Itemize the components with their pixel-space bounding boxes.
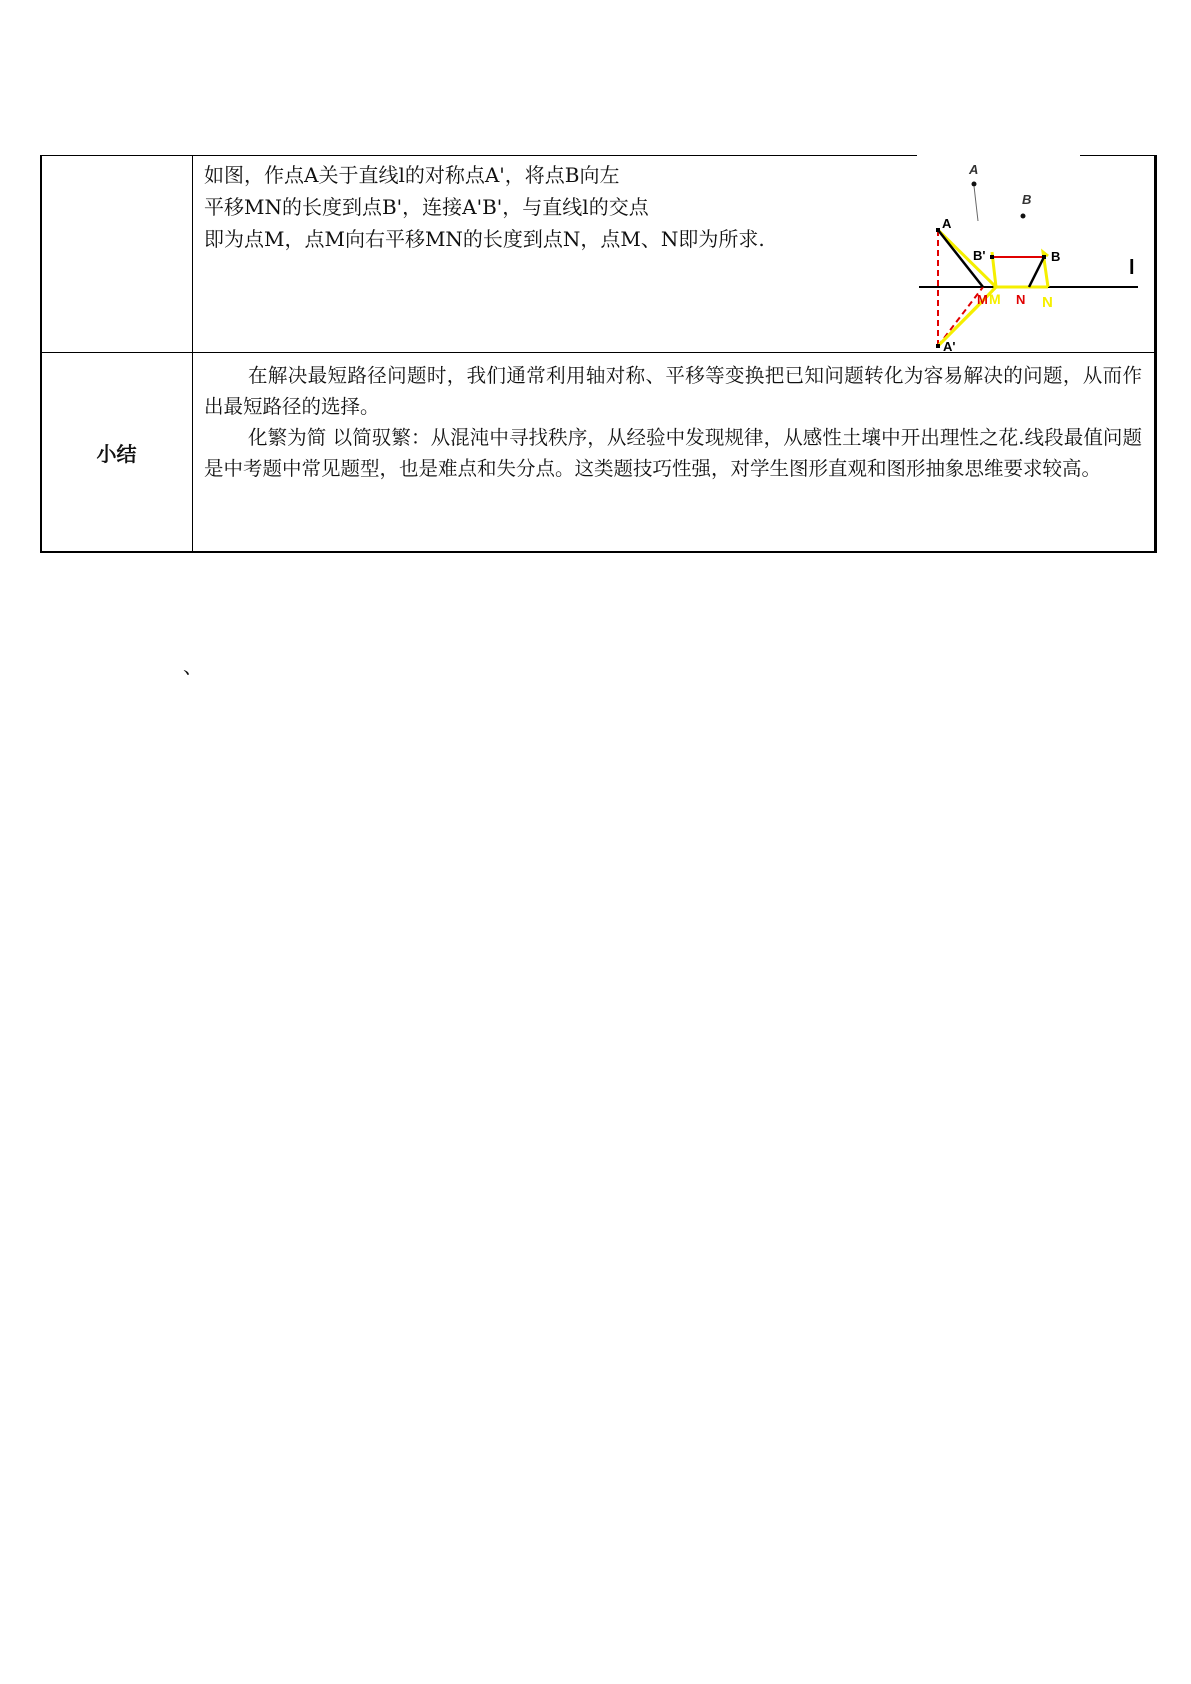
solution-line: 即为点M，点M向右平移MN的长度到点N，点M、N即为所求. [204, 227, 765, 251]
figure-label-b-top: B [1022, 192, 1032, 207]
figure-label-m-red: M [977, 292, 988, 307]
point-bprime [990, 255, 994, 259]
figure-label-a: A [942, 216, 952, 231]
table-right-border [1154, 155, 1157, 552]
summary-text [204, 360, 1142, 484]
solution-text [204, 159, 904, 255]
figure-label-aprime: A' [943, 339, 956, 354]
figure-label-n-yellow: N [1042, 294, 1053, 311]
point-a-top [972, 182, 977, 187]
geometry-figure [916, 156, 1152, 356]
page-mark: 、 [183, 654, 203, 678]
figure-label-m-yellow: M [989, 291, 1001, 307]
figure-label-a-top: A [969, 162, 979, 177]
figure-label-b: B [1051, 249, 1061, 264]
summary-paragraph: 化繁为简 以简驭繁：从混沌中寻找秩序，从经验中发现规律，从感性土壤中开出理性之花.线段最值问题是中考题中常见题型，也是难点和失分点。这类题技巧性强，对学生图形直观和图形抽象思维要求较高。 [204, 426, 1142, 480]
sketch-line [974, 186, 978, 221]
figure-label-bprime: B' [973, 248, 986, 263]
point-aprime [936, 344, 940, 348]
table-top-border [40, 155, 917, 156]
solution-line: 平移MN的长度到点B'，连接A'B'，与直线l的交点 [204, 195, 649, 219]
point-b [1042, 255, 1046, 259]
figure-label-n-red: N [1016, 292, 1026, 307]
point-a [936, 228, 940, 232]
point-b-top [1021, 214, 1026, 219]
solution-line: 如图，作点A关于直线l的对称点A'，将点B向左 [204, 163, 620, 187]
table-bottom-border [40, 551, 1157, 553]
summary-label: 小结 [96, 441, 137, 466]
figure-label-l: l [1129, 257, 1135, 279]
summary-paragraph: 在解决最短路径问题时，我们通常利用轴对称、平移等变换把已知问题转化为容易解决的问题，从而作出最短路径的选择。 [204, 364, 1142, 418]
segment-n-b [1029, 257, 1044, 287]
